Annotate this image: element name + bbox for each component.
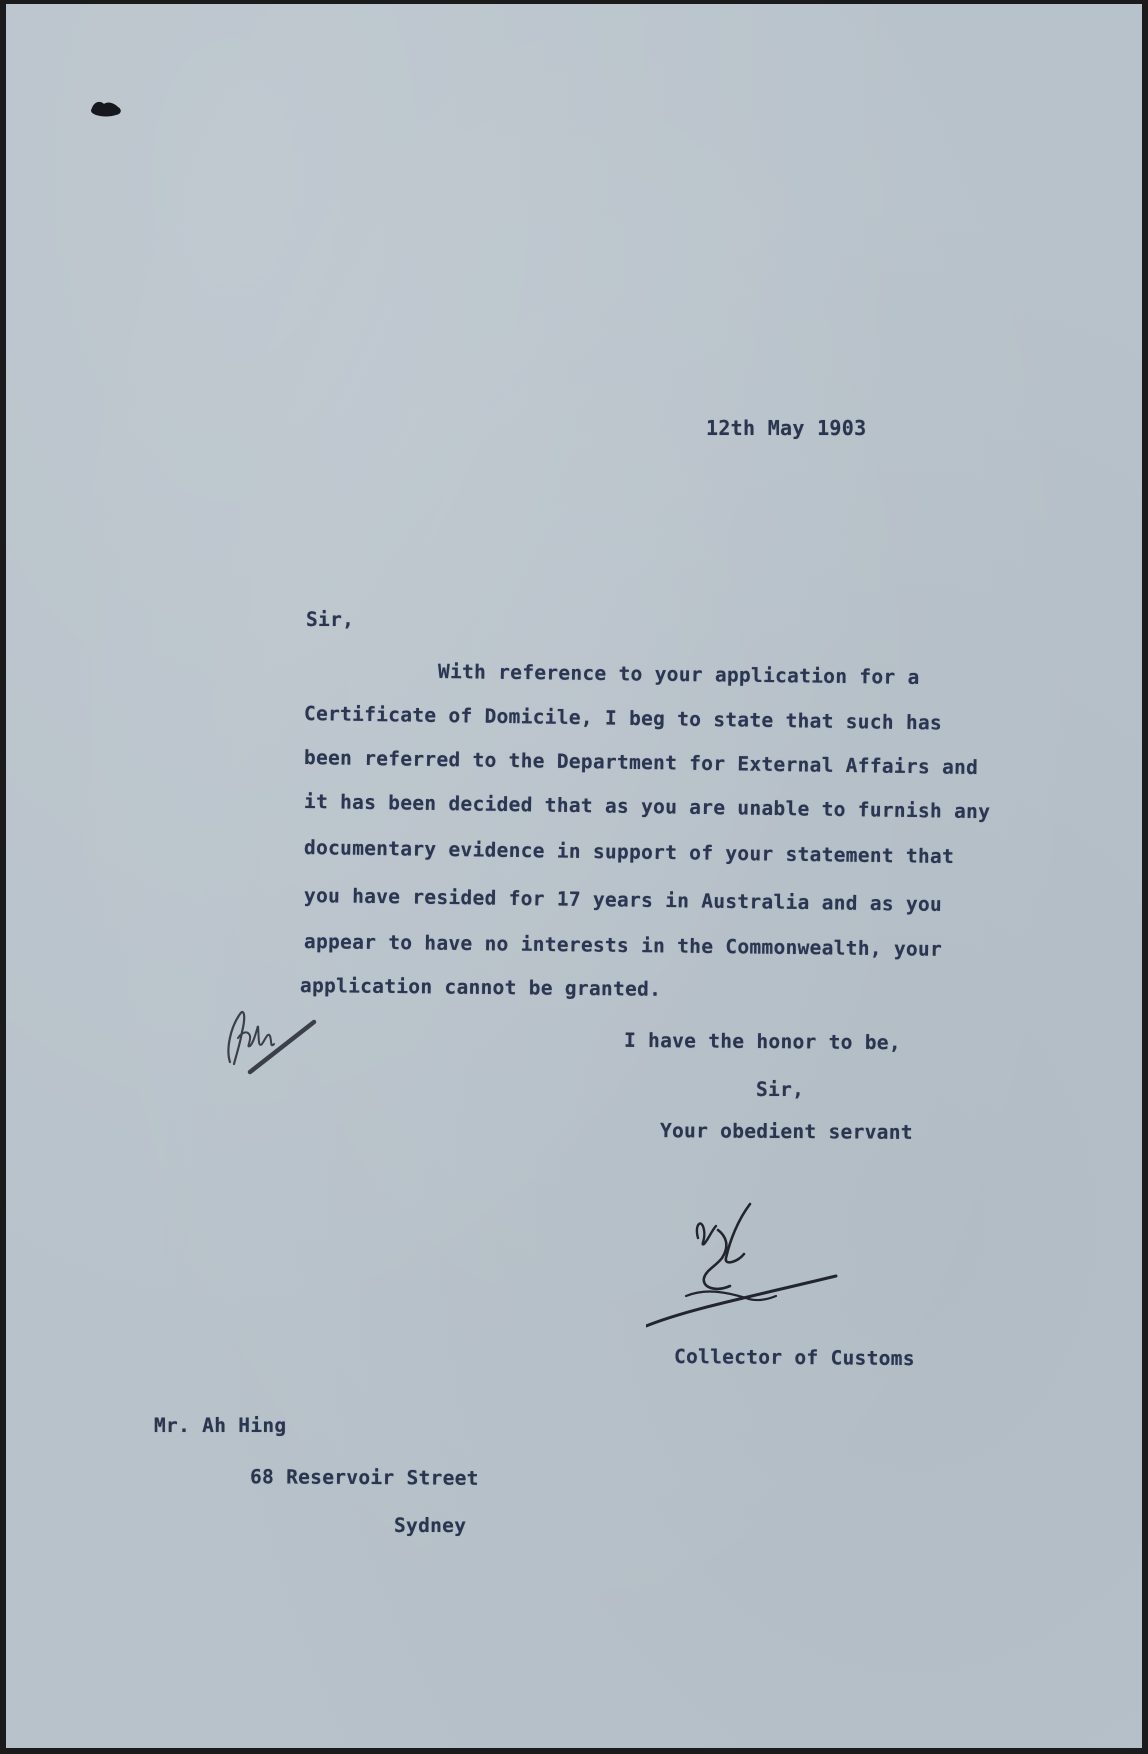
salutation: Sir, [306,608,355,631]
body-line-1: With reference to your application for a [437,660,920,689]
addressee-street: 68 Reservoir Street [249,1465,479,1490]
body-line-2: Certificate of Domicile, I beg to state that such has [303,702,943,735]
closing-line-3: Your obedient servant [659,1119,913,1144]
closing-line-1: I have the honor to be, [623,1028,902,1055]
signature-mark [646,1200,846,1340]
body-line-5: documentary evidence in support of your statement that [303,836,955,869]
ink-blot [88,98,128,122]
initials-mark [220,992,320,1078]
body-line-7: appear to have no interests in the Commonwealth, your [303,930,943,961]
body-line-6: you have resided for 17 years in Australia and as you [303,884,943,916]
addressee-name: Mr. Ah Hing [154,1414,287,1437]
letter-date: 12th May 1903 [706,416,867,440]
body-line-3: been referred to the Department for External Affairs and [303,746,979,780]
addressee-city: Sydney [394,1514,467,1537]
letter-sheet [6,4,1142,1748]
body-line-8: application cannot be granted. [299,974,662,1001]
signatory-title: Collector of Customs [673,1344,915,1371]
closing-line-2: Sir, [756,1078,805,1101]
body-line-4: it has been decided that as you are unable to furnish any [303,790,991,824]
